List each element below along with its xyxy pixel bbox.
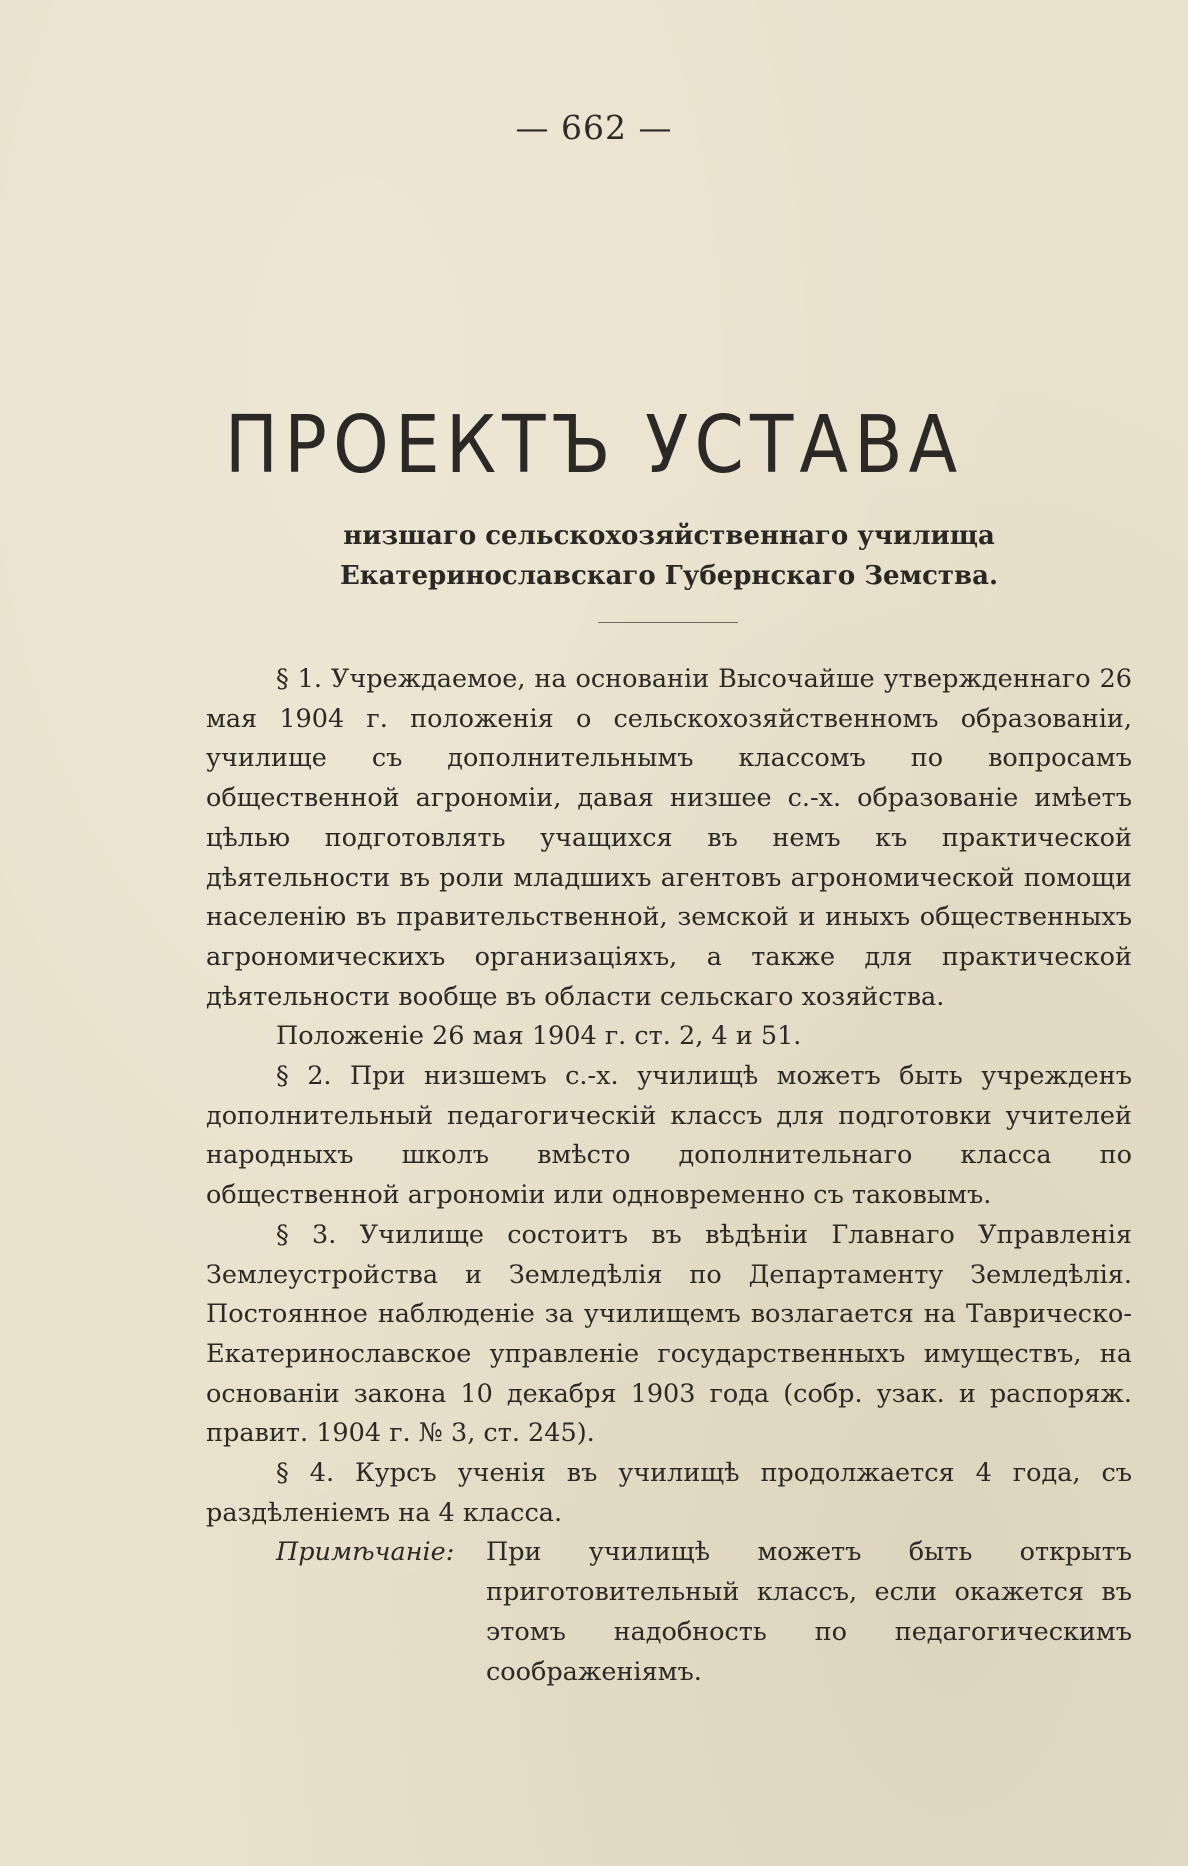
note xyxy=(206,1533,1132,1692)
paragraph-2: § 2. При низшемъ с.-х. училищѣ можетъ быть учрежденъ дополнительный педагогическій классъ для подготовки учителей народныхъ школъ вмѣсто дополнительнаго класса по общественной агрономіи или одновременно съ таковымъ. xyxy=(206,1061,1132,1211)
document-subtitle: низшаго сельскохозяйственнаго училища Екатеринославскаго Губернскаго Земства. xyxy=(339,521,999,591)
paragraph-law-reference: Положеніе 26 мая 1904 г. ст. 2, 4 и 51. xyxy=(276,1021,802,1052)
title-divider xyxy=(598,622,738,623)
document-title: ПРОЕКТЪ УСТАВА xyxy=(224,398,964,491)
document-body xyxy=(206,660,1132,1692)
paragraph-4: § 4. Курсъ ученія въ училищѣ продолжается 4 года, съ раздѣленіемъ на 4 класса. xyxy=(206,1458,1132,1528)
note-text: При училищѣ можетъ быть открытъ приготовительный классъ, если окажется въ этомъ надобность по педагогическимъ соображеніямъ. xyxy=(486,1537,1132,1687)
page-number: — 662 — xyxy=(515,108,673,147)
note-label: Примѣчаніе: xyxy=(276,1537,455,1568)
paragraph-1: § 1. Учреждаемое, на основаніи Высочайше утвержденнаго 26 мая 1904 г. положенія о сельскохозяйственномъ образованіи, училище съ дополнительнымъ классомъ по вопросамъ общественной агрономіи, давая низшее с.-х. образованіе имѣетъ цѣлью подготовлять учащихся въ немъ къ практической дѣятельности въ роли младшихъ агентовъ агрономической помощи населенію въ правительственной, земской и иныхъ общественныхъ агрономическихъ организаціяхъ, а также для практической дѣятельности вообще въ области сельскаго хозяйства. xyxy=(206,664,1132,1012)
paragraph-3: § 3. Училище состоитъ въ вѣдѣніи Главнаго Управленія Землеустройства и Земледѣлія по Департаменту Земледѣлія. Постоянное наблюденіе за училищемъ возлагается на Таврическо-Екатеринославское управленіе государственныхъ имуществъ, на основаніи закона 10 декабря 1903 года (собр. узак. и распоряж. правит. 1904 г. № 3, ст. 245). xyxy=(206,1219,1132,1449)
